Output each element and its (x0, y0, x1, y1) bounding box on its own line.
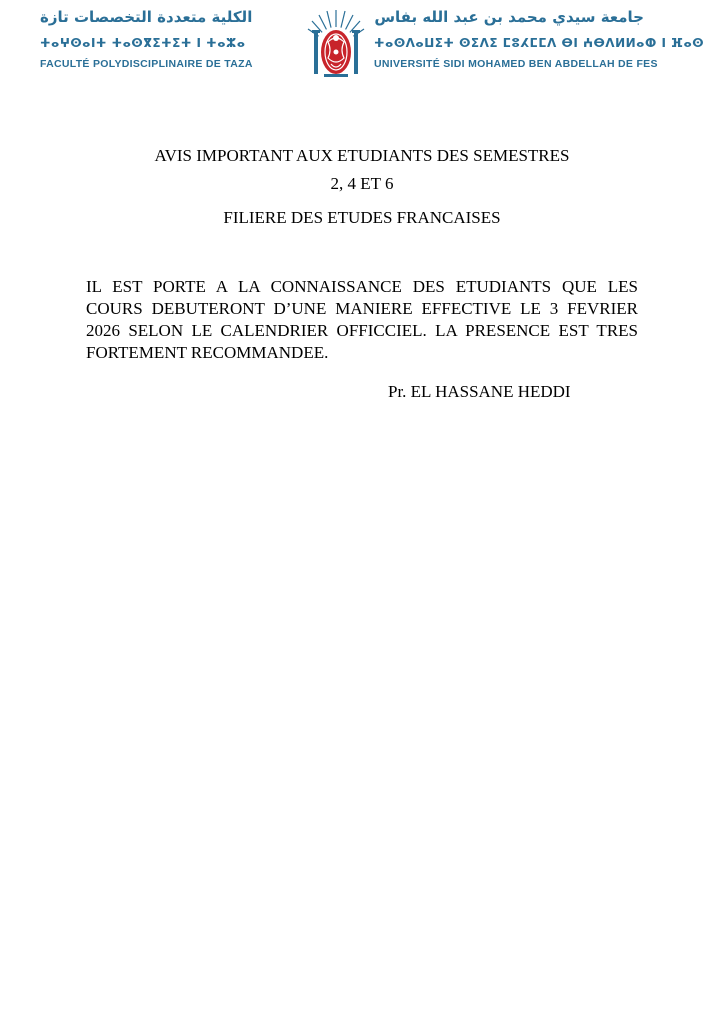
notice-body: IL EST PORTE A LA CONNAISSANCE DES ETUDIANTS QUE LES COURS DEBUTERONT D’UNE MANIERE EFFECTIVE LE 3 FEVRIER 2026 SELON LE CALENDRIER OFFICCIEL. LA PRESENCE EST TRES FORTEMENT RECOMMANDEE. (86, 277, 638, 362)
university-name-tifinagh: ⵜⴰⵙⴷⴰⵡⵉⵜ ⵙⵉⴷⵉ ⵎⵓⵃⵎⵎⴷ ⴱⵏ ⵄⴱⴷⵍⵍⴰⵀ ⵏ ⴼⴰⵙ (374, 36, 705, 50)
faculty-name-tifinagh: ⵜⴰⵖⵙⴰⵏⵜ ⵜⴰⵙⴳⵉⵜⵉⵜ ⵏ ⵜⴰⵣⴰ (40, 36, 246, 50)
university-emblem-icon (306, 8, 366, 80)
faculty-name-arabic: الكلية متعددة التخصصات تازة (40, 8, 253, 26)
faculty-name-block (40, 8, 310, 71)
university-name-arabic: جامعة سيدي محمد بن عبد الله بفاس (374, 8, 644, 26)
notice-title-line-2: 2, 4 ET 6 (330, 174, 394, 193)
university-name-block (374, 8, 705, 71)
faculty-name-latin: FACULTÉ POLYDISCIPLINAIRE DE TAZA (40, 58, 253, 70)
letterhead (0, 8, 724, 80)
signature: Pr. EL HASSANE HEDDI (388, 382, 571, 401)
notice-title-line-1: AVIS IMPORTANT AUX ETUDIANTS DES SEMESTRES (154, 146, 570, 165)
notice-program-title: FILIERE DES ETUDES FRANCAISES (223, 208, 501, 227)
university-name-latin: UNIVERSITÉ SIDI MOHAMED BEN ABDELLAH DE FES (374, 58, 658, 70)
